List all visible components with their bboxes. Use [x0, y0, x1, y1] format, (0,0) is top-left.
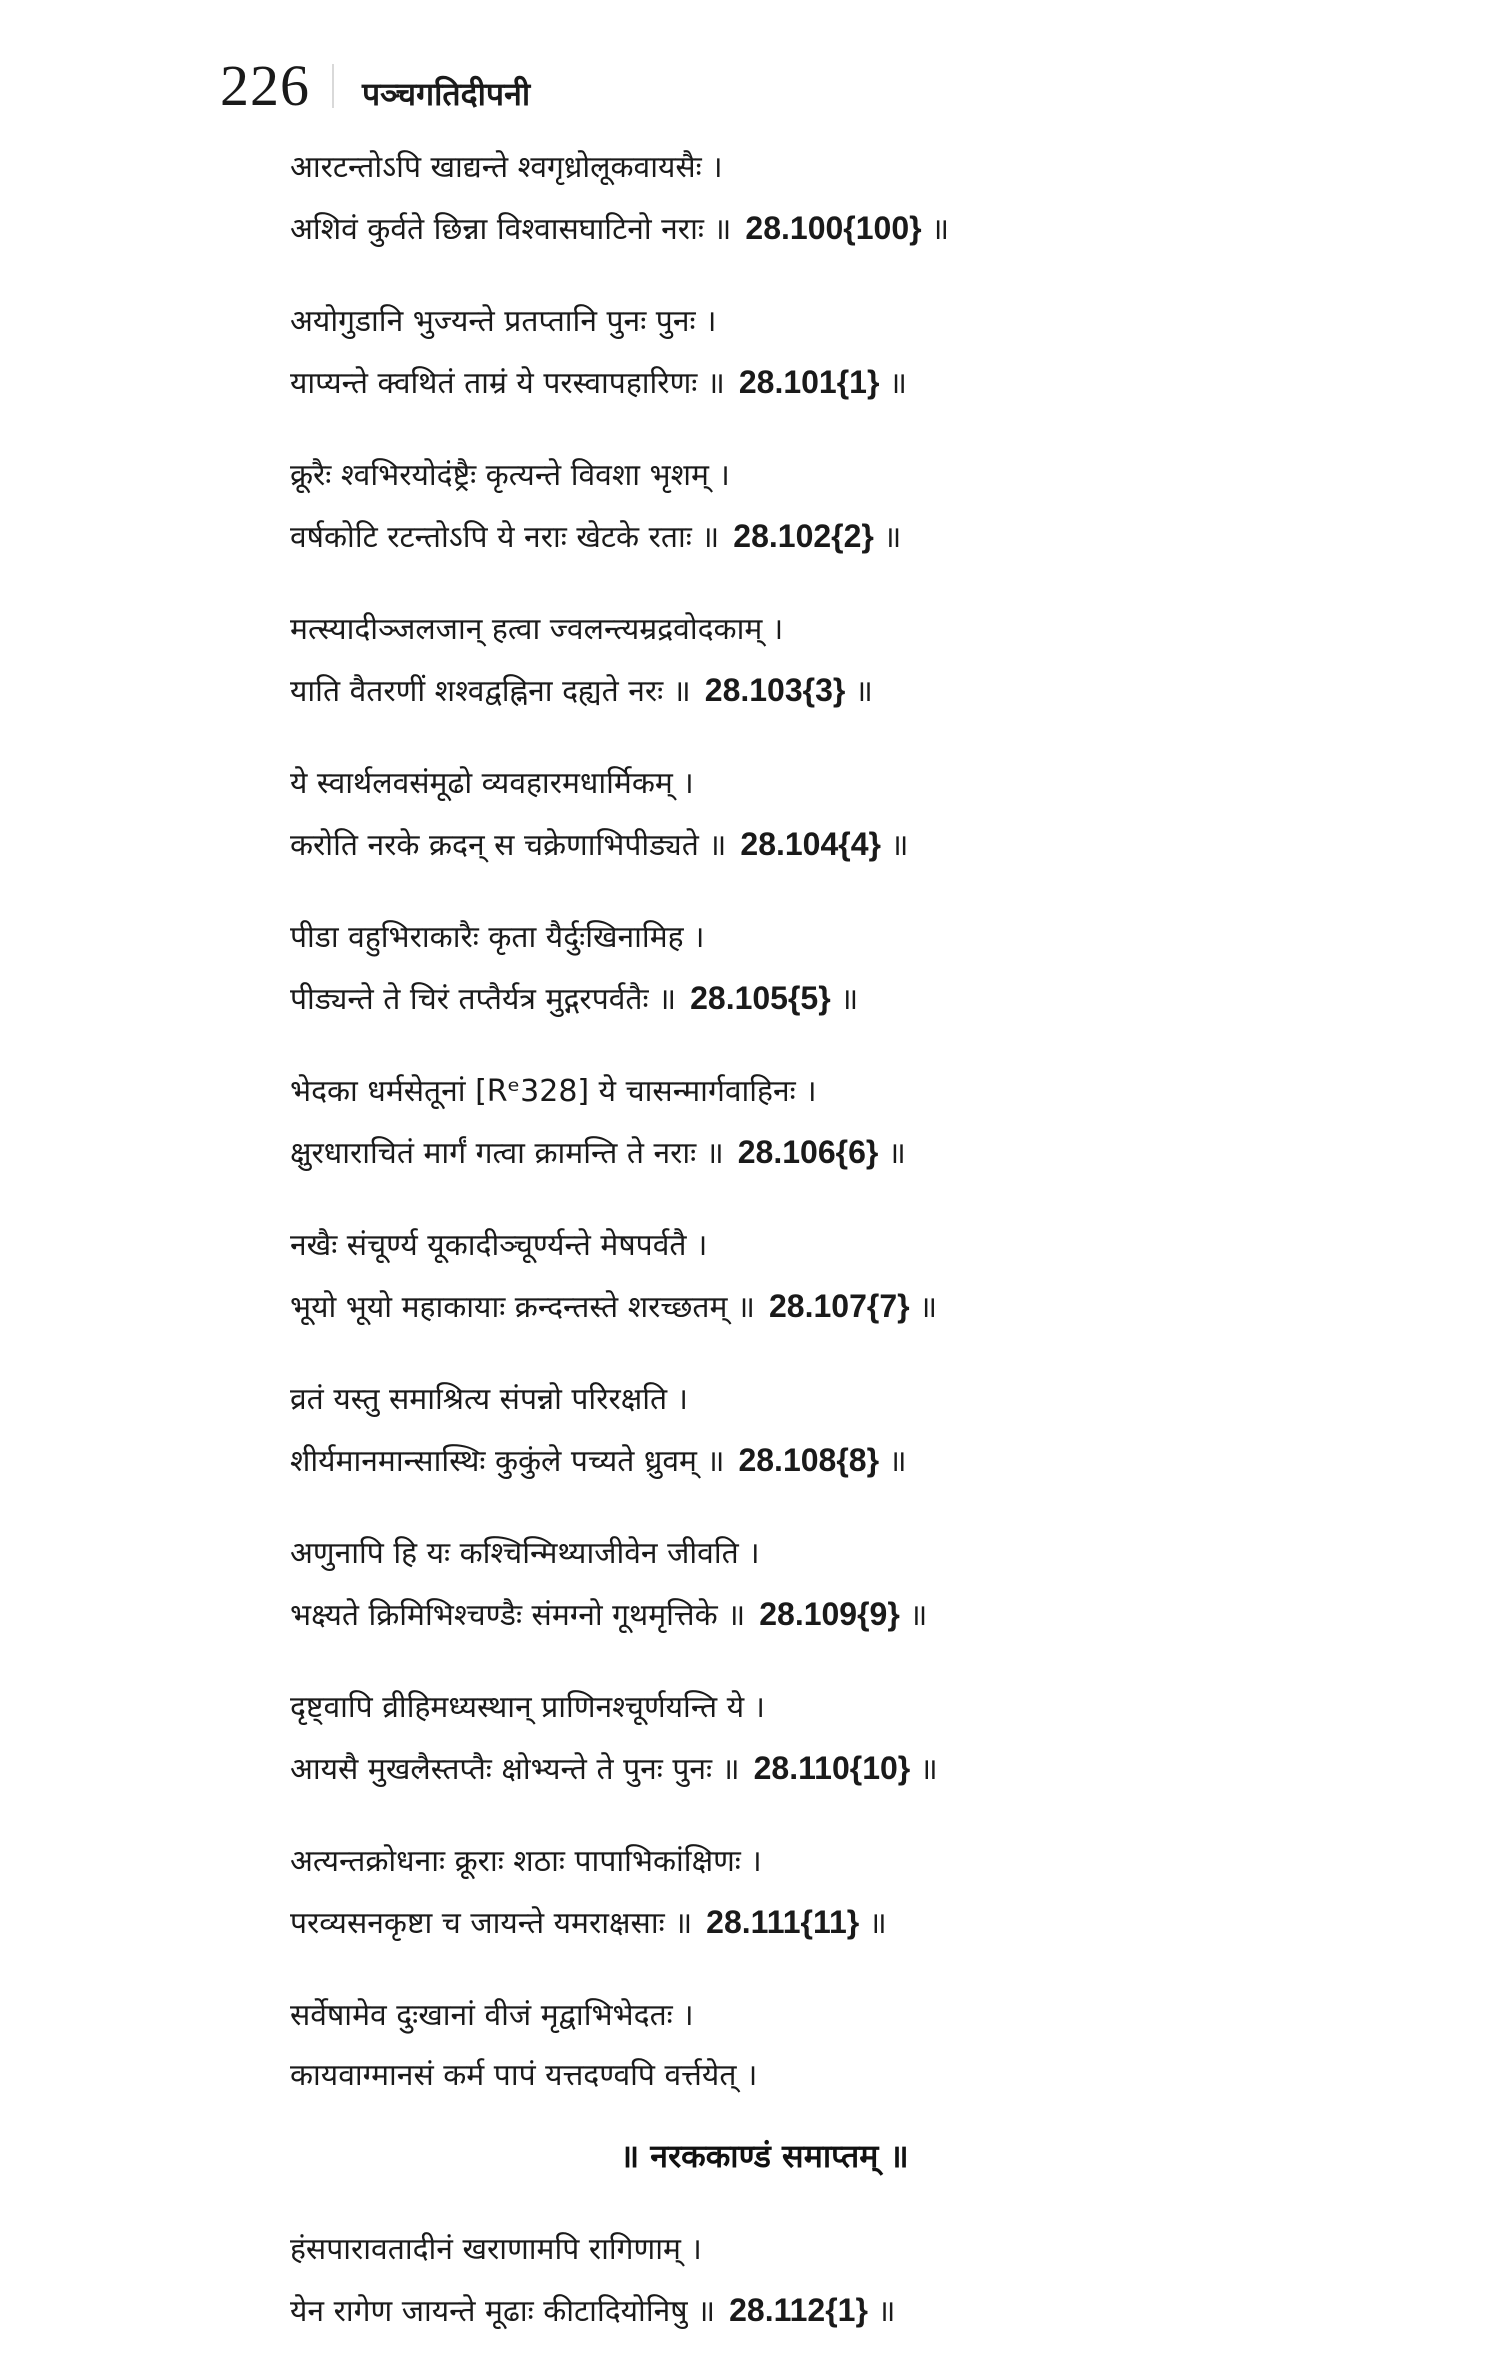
verse-end-mark: ॥ — [909, 1598, 928, 1633]
verse-number: 28.101{1} — [738, 364, 880, 400]
verse-line — [290, 1122, 1440, 1184]
verse-106 — [290, 1062, 1440, 1184]
verse-line — [290, 814, 1440, 876]
verse-line: अत्यन्तक्रोधनाः क्रूराः शठाः पापाभिकांक्षिणः । — [290, 1844, 762, 1879]
verse-line: नखैः संचूर्ण्य यूकादीञ्चूर्ण्यन्ते मेषपर्वतै । — [290, 1228, 708, 1263]
verse-line: हंसपारावतादीनं खराणामपि रागिणाम् । — [290, 2232, 702, 2267]
verse-end-mark: ॥ — [888, 1444, 907, 1479]
verse-line: आरटन्तोऽपि खाद्यन्ते श्वगृध्रोलूकवायसैः । — [290, 150, 723, 185]
verse-end-mark: ॥ — [868, 1906, 887, 1941]
verse-line: व्रतं यस्तु समाश्रित्य संपन्नो परिरक्षति । — [290, 1382, 689, 1417]
verse-108 — [290, 1370, 1440, 1492]
verse-104 — [290, 754, 1440, 876]
verse-number: 28.111{11} — [706, 1904, 860, 1940]
verse-line: पीडा वहुभिराकारैः कृता यैर्दुःखिनामिह । — [290, 920, 705, 955]
verse-109 — [290, 1524, 1440, 1646]
verse-line-text: येन रागेण जायन्ते मूढाः कीटादियोनिषु ॥ — [290, 2294, 716, 2329]
verse-number: 28.109{9} — [759, 1596, 900, 1632]
verse-number: 28.100{100} — [745, 210, 922, 246]
verse-line — [290, 1276, 1440, 1338]
verse-number: 28.102{2} — [733, 518, 874, 554]
verse-line: दृष्ट्वापि व्रीहिमध्यस्थान् प्राणिनश्चूर्णयन्ति ये । — [290, 1690, 766, 1725]
verse-line — [290, 2280, 1440, 2342]
verse-line-text: परव्यसनकृष्टा च जायन्ते यमराक्षसाः ॥ — [290, 1906, 693, 1941]
verse-line — [290, 968, 1440, 1030]
verse-line — [290, 660, 1440, 722]
verse-end-mark: ॥ — [931, 212, 950, 247]
verse-110 — [290, 1678, 1440, 1800]
verse-number: 28.110{10} — [753, 1750, 911, 1786]
verse-line-text: अशिवं कुर्वते छिन्ना विश्वासघाटिनो नराः ॥ — [290, 212, 732, 247]
page-header — [220, 52, 530, 119]
running-title: पञ्चगतिदीपनी — [362, 75, 531, 113]
verse-line — [290, 198, 1440, 260]
verse-line-text: पीड्यन्ते ते चिरं तप्तैर्यत्र मुद्गरपर्वतैः ॥ — [290, 982, 677, 1017]
section-end-heading: ॥ नरककाण्डं समाप्तम् ॥ — [620, 2137, 909, 2175]
verse-112 — [290, 2220, 1440, 2342]
verse-line: सर्वेषामेव दुःखानां वीजं मृद्वाभिभेदतः । — [290, 1998, 694, 2033]
verse-line: कायवाग्मानसं कर्म पापं यत्तदण्वपि वर्त्तयेत् । — [290, 2058, 758, 2093]
verse-107 — [290, 1216, 1440, 1338]
verse-line: मत्स्यादीञ्जलजान् हत्वा ज्वलन्त्यम्रद्रवोदकाम् । — [290, 612, 784, 647]
verse-line — [290, 1430, 1440, 1492]
verse-number: 28.108{8} — [738, 1442, 880, 1478]
verse-number: 28.112{1} — [729, 2292, 868, 2328]
verse-line-text: वर्षकोटि रटन्तोऽपि ये नराः खेटके रताः ॥ — [290, 520, 720, 555]
verse-number: 28.104{4} — [740, 826, 881, 862]
verse-line: अणुनापि हि यः कश्चिन्मिथ्याजीवेन जीवति । — [290, 1536, 760, 1571]
verse-line-text: शीर्यमानमान्सास्थिः कुकुंले पच्यते ध्रुवम् ॥ — [290, 1444, 725, 1479]
verse-end-mark: ॥ — [840, 982, 859, 1017]
verse-line-text: याति वैतरणीं शश्वद्वह्निना दह्यते नरः ॥ — [290, 674, 691, 709]
verse-101 — [290, 292, 1440, 414]
verse-line: अयोगुडानि भुज्यन्ते प्रतप्तानि पुनः पुनः । — [290, 304, 717, 339]
verse-number: 28.106{6} — [737, 1134, 879, 1170]
verse-end-mark: ॥ — [890, 828, 909, 863]
verse-111 — [290, 1832, 1440, 1954]
verse-end-mark: ॥ — [887, 1136, 906, 1171]
verse-100 — [290, 138, 1440, 260]
verse-end-mark: ॥ — [888, 366, 907, 401]
verse-line-text: भक्ष्यते क्रिमिभिश्चण्डैः संमग्नो गूथमृत्तिके ॥ — [290, 1598, 746, 1633]
verse-105 — [290, 908, 1440, 1030]
verse-line-text: आयसै मुखलैस्तप्तैः क्षोभ्यन्ते ते पुनः पुनः ॥ — [290, 1752, 740, 1787]
verse-end-mark: ॥ — [919, 1290, 938, 1325]
verse-line-text: याप्यन्ते क्वथितं ताम्रं ये परस्वापहारिणः ॥ — [290, 366, 725, 401]
text-body — [290, 138, 1440, 2374]
verse-number: 28.105{5} — [690, 980, 831, 1016]
verse-line — [290, 506, 1440, 568]
verse-end-mark: ॥ — [854, 674, 873, 709]
verse-end-mark: ॥ — [883, 520, 902, 555]
verse-line: भेदका धर्मसेतूनां [Rᵉ328] ये चासन्मार्गवाहिनः । — [290, 1074, 817, 1109]
verse-line-text: करोति नरके क्रदन् स चक्रेणाभिपीड्यते ॥ — [290, 828, 727, 863]
verse-number: 28.103{3} — [704, 672, 846, 708]
verse-end-mark: ॥ — [919, 1752, 938, 1787]
verse-line: ये स्वार्थलवसंमूढो व्यवहारमधार्मिकम् । — [290, 766, 694, 801]
verse-line-text: भूयो भूयो महाकायाः क्रन्दन्तस्ते शरच्छतम् ॥ — [290, 1290, 755, 1325]
verse-line-text: क्षुरधाराचितं मार्गं गत्वा क्रामन्ति ते नराः ॥ — [290, 1136, 724, 1171]
page-number: 226 — [220, 53, 310, 118]
verse-102 — [290, 446, 1440, 568]
verse-line — [290, 1584, 1440, 1646]
verse-unnumbered — [290, 1986, 1440, 2106]
verse-line — [290, 1738, 1440, 1800]
verse-103 — [290, 600, 1440, 722]
verse-end-mark: ॥ — [877, 2294, 896, 2329]
verse-line — [290, 1892, 1440, 1954]
verse-line — [290, 352, 1440, 414]
header-divider — [332, 64, 334, 108]
verse-number: 28.107{7} — [768, 1288, 910, 1324]
verse-line: क्रूरैः श्वभिरयोदंष्ट्रैः कृत्यन्ते विवशा भृशम् । — [290, 458, 730, 493]
